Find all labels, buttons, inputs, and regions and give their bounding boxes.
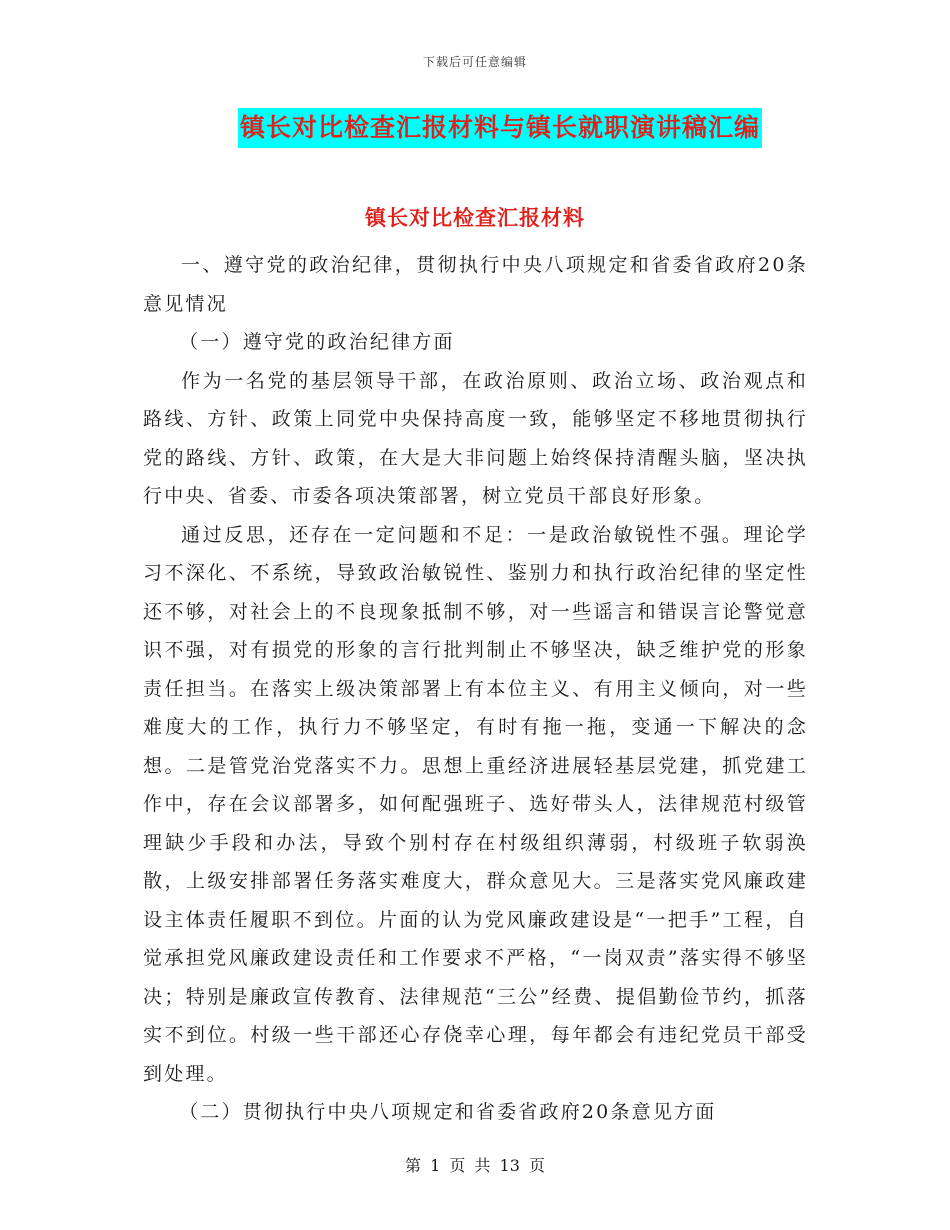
section-title: 镇长对比检查汇报材料 <box>365 206 585 230</box>
page-header-note: 下载后可任意编辑 <box>422 55 527 69</box>
document-main-title: 镇长对比检查汇报材料与镇长就职演讲稿汇编 <box>238 108 762 148</box>
paragraph-body-1: 作为一名党的基层领导干部，在政治原则、政治立场、政治观点和路线、方针、政策上同党中央保持高度一致，能够坚定不移地贯彻执行党的路线、方针、政策，在大是大非问题上始终保持清醒头脑，坚决执行中央、省委、市委各项决策部署，树立党员干部良好形象。 <box>143 369 808 507</box>
document-body <box>143 246 808 1132</box>
paragraph-subheading-1: （一）遵守党的政治纪律方面 <box>179 331 455 353</box>
paragraph-subheading-2: （二）贯彻执行中央八项规定和省委省政府20条意见方面 <box>179 1101 717 1123</box>
page-footer-indicator: 第 1 页 共 13 页 <box>405 1156 545 1175</box>
paragraph-body-2: 通过反思，还存在一定问题和不足：一是政治敏锐性不强。理论学习不深化、不系统，导致政治敏锐性、鉴别力和执行政治纪律的坚定性还不够，对社会上的不良现象抵制不够，对一些谣言和错误言论警觉意识不强，对有损党的形象的言行批判制止不够坚决，缺乏维护党的形象责任担当。在落实上级决策部署上有本位主义、有用主义倾向，对一些难度大的工作，执行力不够坚定，有时有拖一拖，变通一下解决的念想。二是管党治党落实不力。思想上重经济进展轻基层党建，抓党建工作中，存在会议部署多，如何配强班子、选好带头人，法律规范村级管理缺少手段和办法，导致个别村存在村级组织薄弱，村级班子软弱涣散，上级安排部署任务落实难度大，群众意见大。三是落实党风廉政建设主体责任履职不到位。片面的认为党风廉政建设是“一把手”工程，自觉承担党风廉政建设责任和工作要求不严格，“一岗双责”落实得不够坚决；特别是廉政宣传教育、法律规范“三公”经费、提倡勤俭节约，抓落实不到位。村级一些干部还心存侥幸心理，每年都会有违纪党员干部受到处理。 <box>143 523 808 1085</box>
paragraph-heading-1: 一、遵守党的政治纪律，贯彻执行中央八项规定和省委省政府20条意见情况 <box>143 254 808 315</box>
main-title-container <box>0 108 950 148</box>
